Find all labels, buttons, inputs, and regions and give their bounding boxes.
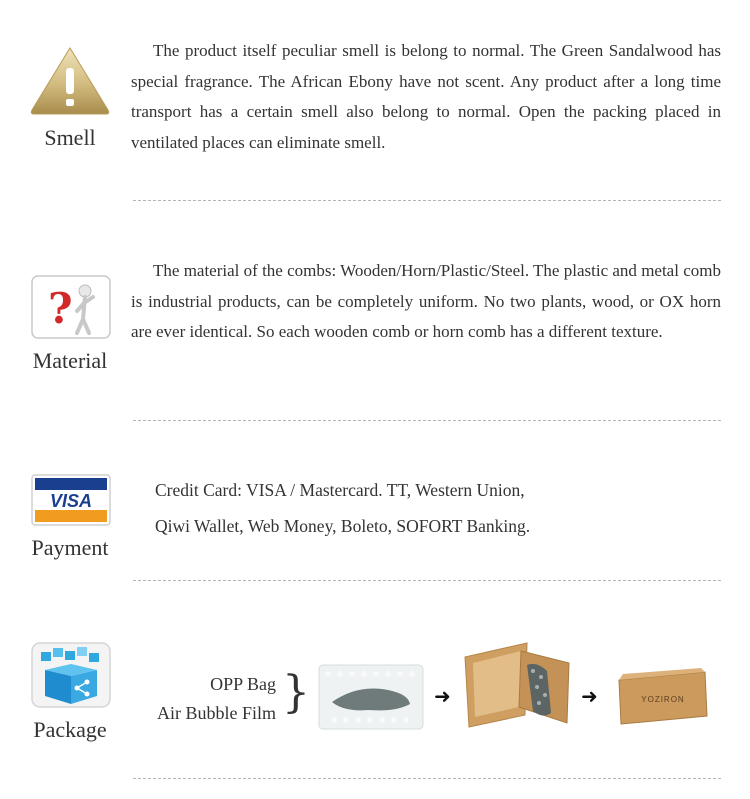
open-box-image: [461, 637, 573, 729]
arrow-right-icon: ➜: [434, 686, 451, 708]
package-line-1: OPP Bag: [210, 674, 276, 694]
divider: [133, 580, 721, 581]
smell-description: The product itself peculiar smell is belong to normal. The Green Sandalwood has special fragrance. The African Ebony have not scent. Any product after a long time transport has a certain smell also belong to normal. Open the packing placed in ventilated places can eliminate smell.: [131, 41, 721, 152]
visa-card-icon: [31, 474, 111, 526]
package-label: Package: [33, 717, 107, 742]
material-label: Material: [32, 348, 108, 373]
payment-icon-box: [28, 474, 112, 561]
smell-label: Smell: [44, 125, 96, 150]
payment-label: Payment: [31, 535, 109, 560]
warning-icon: [28, 44, 112, 116]
material-description: The material of the combs: Wooden/Horn/Plastic/Steel. The plastic and metal comb is industrial products, can be completely uniform. No two plants, wood, or OX horn are ever identical. So each wooden comb or horn comb has a different texture.: [131, 261, 721, 341]
closed-box-image: [613, 666, 711, 728]
brace-icon: }: [282, 667, 310, 718]
package-icon-box: [28, 642, 112, 743]
box-brand-text: YOZIRON: [641, 695, 685, 704]
bubble-bag-image: [318, 664, 424, 730]
payment-methods: [155, 472, 530, 544]
divider: [133, 200, 721, 201]
payment-line-1: Credit Card: VISA / Mastercard. TT, Western Union,: [155, 480, 525, 500]
smell-icon-box: [28, 44, 112, 151]
question-figure-icon: [31, 275, 111, 339]
package-line-2: Air Bubble Film: [156, 703, 276, 723]
material-icon-box: [28, 275, 112, 374]
share-box-icon: [31, 642, 111, 708]
arrow-right-icon: ➜: [581, 686, 598, 708]
visa-card-text: VISA: [49, 491, 93, 511]
divider: [133, 420, 721, 421]
payment-line-2: Qiwi Wallet, Web Money, Boleto, SOFORT Banking.: [155, 516, 531, 536]
package-materials: [157, 670, 276, 728]
svg-text:?: ?: [48, 284, 73, 333]
divider: [133, 778, 721, 779]
